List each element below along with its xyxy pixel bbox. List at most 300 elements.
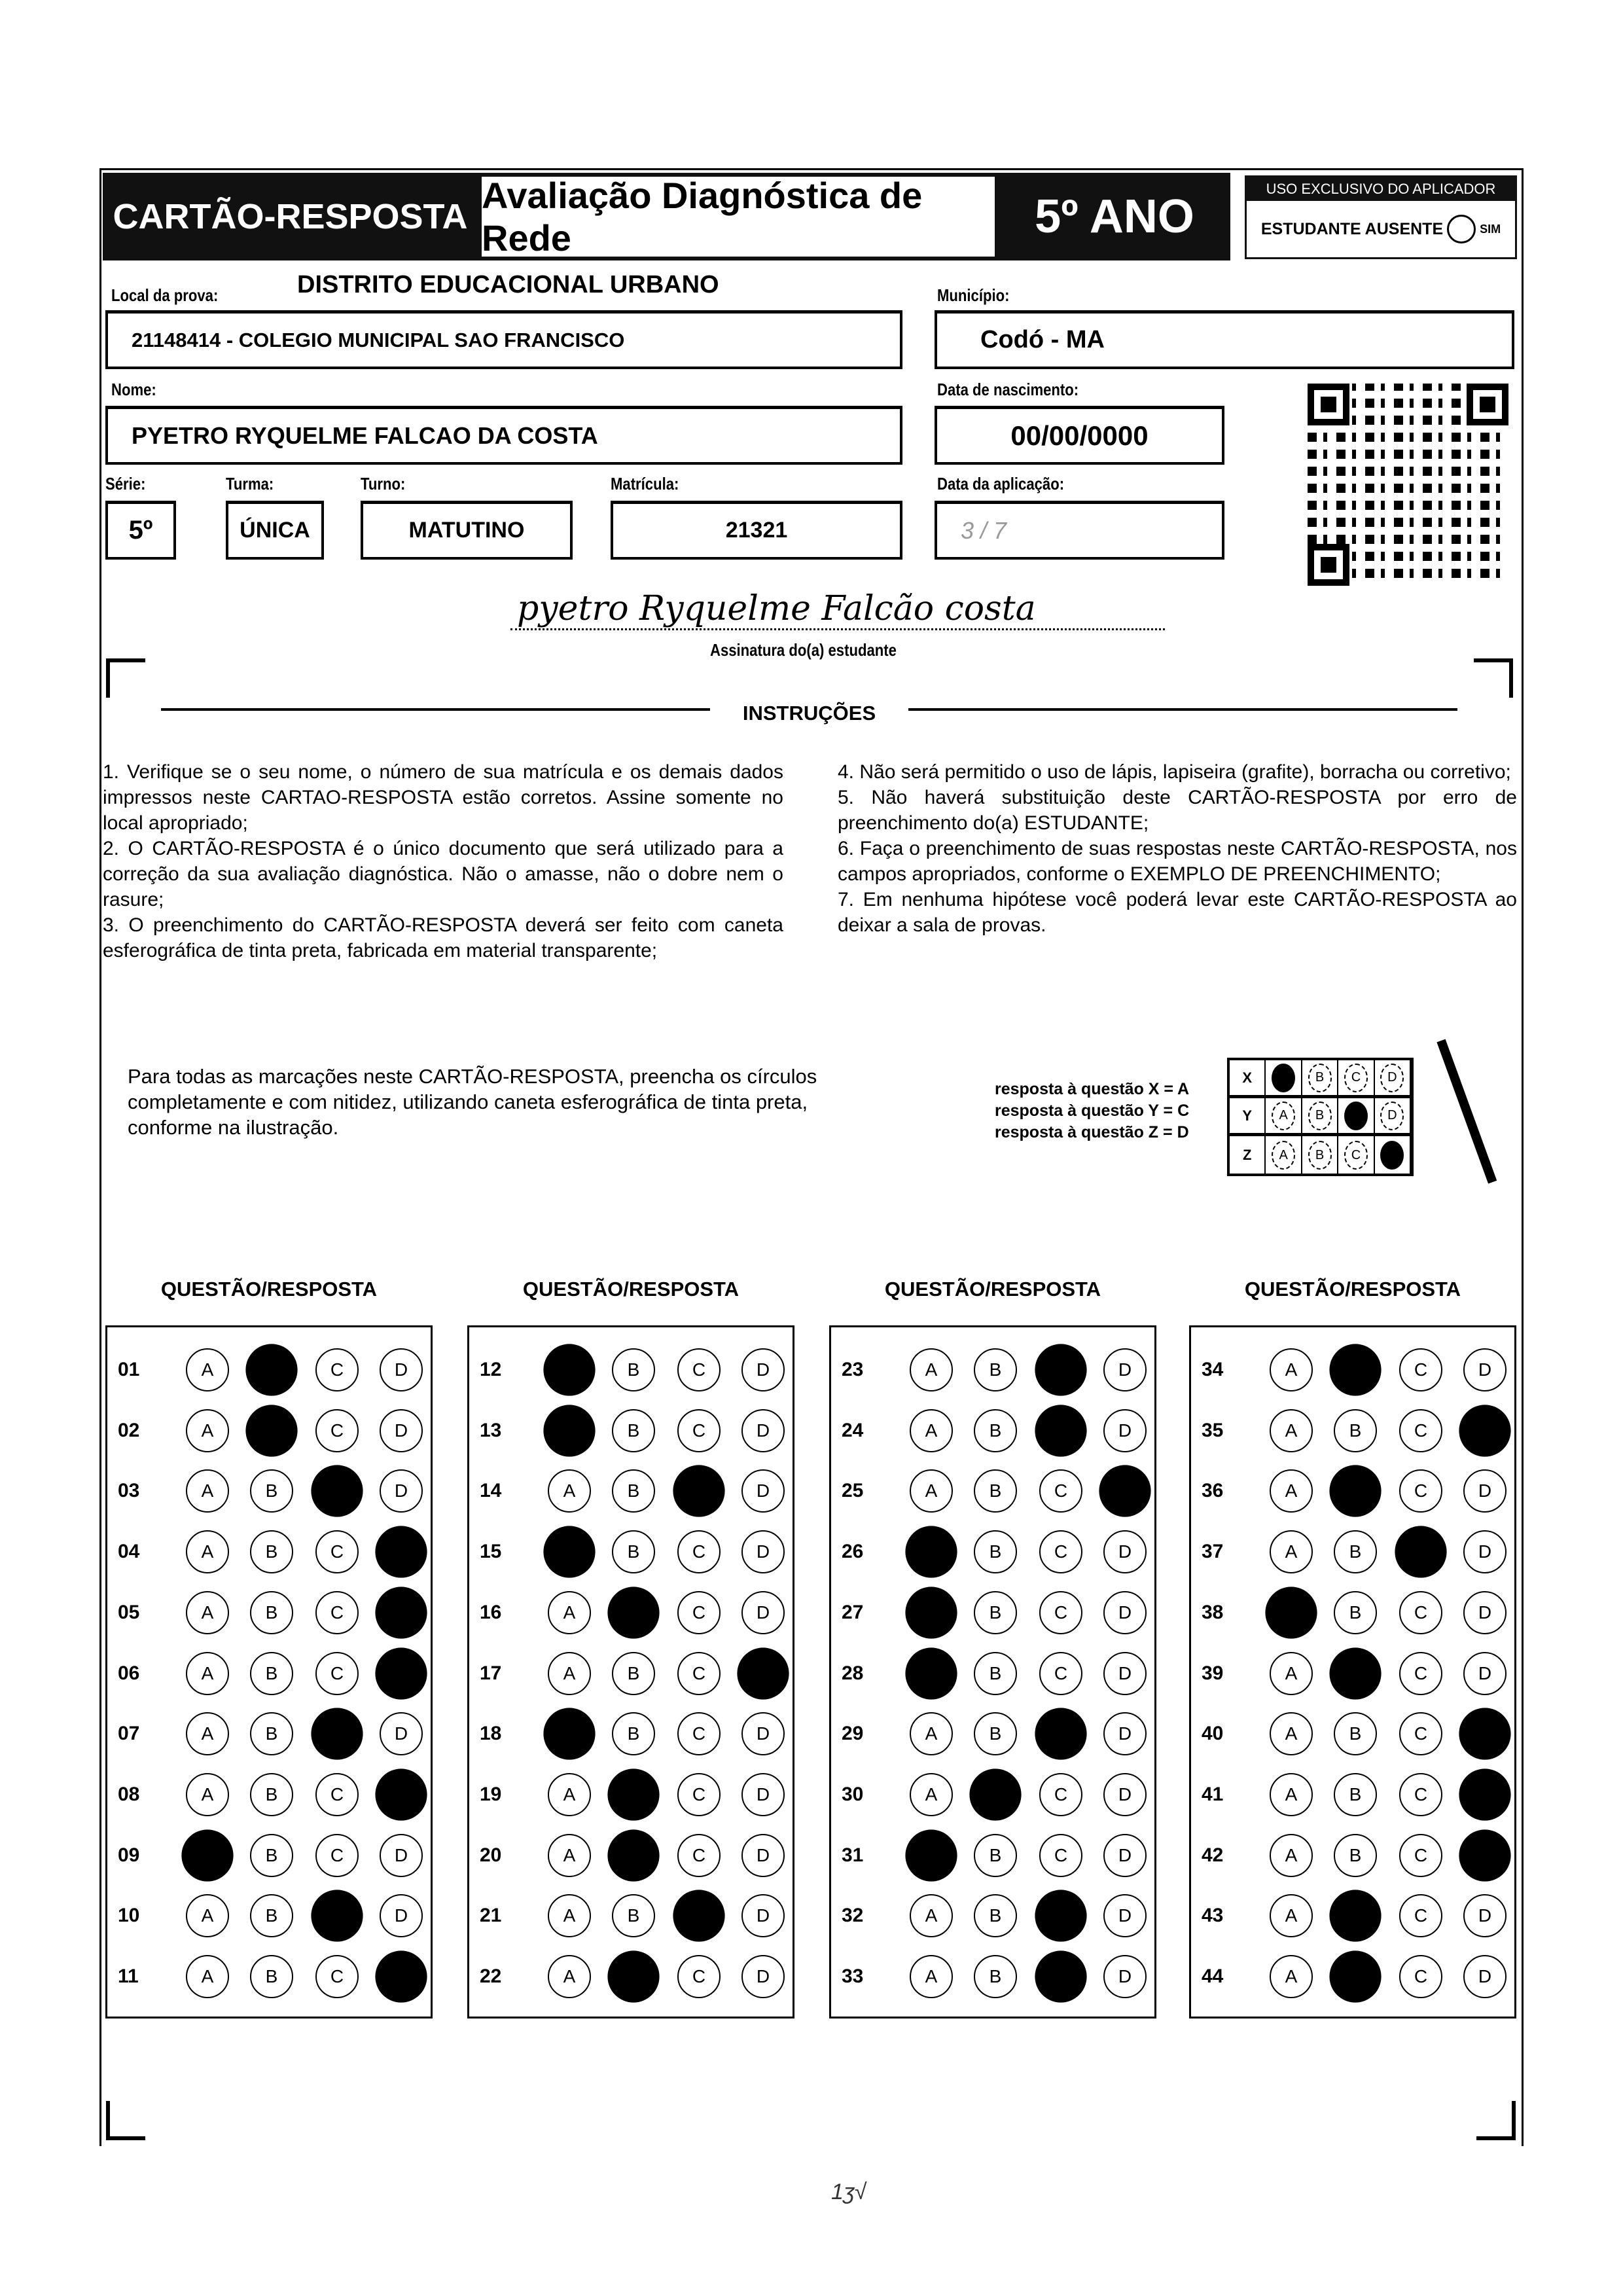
- example-bubble: [1344, 1102, 1368, 1130]
- example-bubble: C: [1344, 1064, 1368, 1092]
- example-question: X: [1230, 1060, 1266, 1095]
- answer-bubble-b[interactable]: B: [245, 1405, 297, 1456]
- matricula-label: Matrícula:: [611, 474, 679, 493]
- answer-bubble-a[interactable]: A: [1270, 1773, 1313, 1816]
- answer-column: [467, 1325, 794, 2018]
- example-bubble: B: [1308, 1064, 1332, 1092]
- answer-bubble-b[interactable]: B: [974, 1894, 1017, 1937]
- answer-bubble-c[interactable]: C: [1039, 1469, 1082, 1513]
- example-bubble: A: [1272, 1141, 1295, 1170]
- answer-row: [1191, 1644, 1514, 1704]
- answer-bubble-c[interactable]: C: [677, 1591, 721, 1634]
- answer-bubble-b[interactable]: B: [1329, 1890, 1381, 1942]
- serie-field: 5º: [105, 501, 176, 560]
- turma-label: Turma:: [226, 474, 274, 493]
- example-cell: [1338, 1136, 1374, 1174]
- answer-bubble-a[interactable]: A: [1270, 1712, 1313, 1755]
- answer-bubble-b[interactable]: B: [612, 1894, 655, 1937]
- answer-bubble-d[interactable]: D: [1103, 1348, 1147, 1391]
- answer-bubble-b[interactable]: B: [974, 1955, 1017, 1998]
- district: DISTRITO EDUCACIONAL URBANO: [297, 271, 719, 298]
- answer-bubble-b[interactable]: B: [250, 1894, 293, 1937]
- question-number: 04: [118, 1541, 140, 1563]
- absent-label: ESTUDANTE AUSENTE: [1260, 219, 1444, 238]
- answer-row: [1191, 1522, 1514, 1583]
- answer-bubble-d[interactable]: D: [1103, 1652, 1147, 1695]
- answer-bubble-c[interactable]: C: [673, 1465, 724, 1517]
- example-cell: [1266, 1060, 1302, 1095]
- answer-bubble-a[interactable]: A: [905, 1829, 957, 1881]
- answer-bubble-b[interactable]: B: [974, 1834, 1017, 1877]
- answer-bubble-b[interactable]: B: [974, 1712, 1017, 1755]
- nasc-field: 00/00/0000: [935, 406, 1224, 465]
- answer-row: [107, 1644, 431, 1704]
- answer-row: [469, 1462, 793, 1522]
- example-row: [1230, 1098, 1411, 1136]
- answer-bubble-b[interactable]: B: [250, 1712, 293, 1755]
- answer-bubble-c[interactable]: C: [1399, 1591, 1442, 1634]
- example-cell: [1375, 1136, 1411, 1174]
- answer-bubble-c[interactable]: C: [1399, 1894, 1442, 1937]
- answer-bubble-b[interactable]: B: [250, 1591, 293, 1634]
- instructions-right: [838, 759, 1517, 938]
- question-number: 03: [118, 1480, 140, 1502]
- answer-row: [831, 1826, 1154, 1886]
- question-number: 17: [480, 1662, 502, 1684]
- answer-bubble-b[interactable]: B: [974, 1469, 1017, 1513]
- answer-bubble-a[interactable]: A: [186, 1348, 229, 1391]
- answer-bubble-a[interactable]: A: [905, 1526, 957, 1577]
- answer-bubble-c[interactable]: C: [677, 1834, 721, 1877]
- answer-bubble-b[interactable]: B: [250, 1773, 293, 1816]
- answer-bubble-d[interactable]: D: [380, 1348, 423, 1391]
- answer-bubble-b[interactable]: B: [250, 1834, 293, 1877]
- answer-row: [1191, 1765, 1514, 1825]
- corner-mark: [106, 2101, 145, 2140]
- answer-bubble-d[interactable]: D: [1103, 1894, 1147, 1937]
- answer-bubble-d[interactable]: D: [1103, 1409, 1147, 1452]
- answer-bubble-a[interactable]: A: [910, 1955, 953, 1998]
- answer-bubble-b[interactable]: B: [245, 1344, 297, 1395]
- answer-bubble-b[interactable]: B: [250, 1530, 293, 1573]
- answer-bubble-c[interactable]: C: [315, 1773, 359, 1816]
- answer-bubble-b[interactable]: B: [974, 1530, 1017, 1573]
- answer-bubble-d[interactable]: D: [741, 1530, 785, 1573]
- answer-row: [107, 1947, 431, 2007]
- answer-bubble-a[interactable]: A: [186, 1894, 229, 1937]
- answer-row: [1191, 1583, 1514, 1643]
- answer-bubble-d[interactable]: D: [375, 1647, 427, 1699]
- answer-row: [831, 1401, 1154, 1462]
- instructions-title: INSTRUÇÕES: [742, 702, 876, 725]
- answer-row: [831, 1886, 1154, 1946]
- answer-bubble-c[interactable]: C: [315, 1348, 359, 1391]
- question-number: 14: [480, 1480, 502, 1502]
- answer-bubble-d[interactable]: D: [1463, 1652, 1507, 1695]
- answer-bubble-c[interactable]: C: [315, 1834, 359, 1877]
- answer-bubble-a[interactable]: A: [1270, 1955, 1313, 1998]
- answer-bubble-c[interactable]: C: [677, 1530, 721, 1573]
- answer-bubble-b[interactable]: B: [612, 1530, 655, 1573]
- question-number: 11: [118, 1965, 139, 1987]
- student-signature: pyetro Ryquelme Falcão costa: [510, 589, 1165, 630]
- question-number: 34: [1202, 1359, 1224, 1380]
- example-grid: [1227, 1058, 1414, 1176]
- question-number: 02: [118, 1419, 140, 1441]
- answer-bubble-d[interactable]: D: [741, 1409, 785, 1452]
- example-cell: [1375, 1060, 1411, 1095]
- question-number: 40: [1202, 1723, 1224, 1745]
- answer-bubble-a[interactable]: A: [1265, 1587, 1317, 1638]
- example-bubble: B: [1308, 1141, 1332, 1170]
- municipio-field: Codó - MA: [935, 310, 1514, 369]
- answer-bubble-a[interactable]: A: [543, 1526, 595, 1577]
- nome-label: Nome:: [111, 380, 156, 399]
- answer-bubble-a[interactable]: A: [1270, 1894, 1313, 1937]
- answer-row: [107, 1886, 431, 1946]
- answer-bubble-c[interactable]: C: [315, 1591, 359, 1634]
- answer-bubble-c[interactable]: C: [315, 1530, 359, 1573]
- answer-bubble-c[interactable]: C: [1399, 1348, 1442, 1391]
- answer-bubble-d[interactable]: D: [375, 1587, 427, 1638]
- answer-bubble-c[interactable]: C: [677, 1712, 721, 1755]
- answer-bubble-c[interactable]: C: [1035, 1950, 1086, 2002]
- answer-bubble-d[interactable]: D: [375, 1526, 427, 1577]
- answer-bubble-a[interactable]: A: [1270, 1409, 1313, 1452]
- exam-title: Avaliação Diagnóstica de Rede: [478, 173, 999, 260]
- answer-bubble-a[interactable]: A: [905, 1647, 957, 1699]
- question-number: 13: [480, 1419, 502, 1441]
- answer-bubble-b[interactable]: B: [607, 1768, 659, 1820]
- answer-bubble-d[interactable]: D: [1463, 1530, 1507, 1573]
- answer-bubble-c[interactable]: C: [677, 1773, 721, 1816]
- example-question: Y: [1230, 1098, 1266, 1133]
- answer-bubble-a[interactable]: A: [186, 1409, 229, 1452]
- example-bubble: D: [1380, 1102, 1404, 1130]
- answer-bubble-d[interactable]: D: [1103, 1712, 1147, 1755]
- answer-bubble-c[interactable]: C: [1035, 1405, 1086, 1456]
- answer-bubble-d[interactable]: D: [375, 1768, 427, 1820]
- answer-bubble-b[interactable]: B: [250, 1955, 293, 1998]
- answer-bubble-d[interactable]: D: [741, 1348, 785, 1391]
- answer-bubble-a[interactable]: A: [548, 1834, 591, 1877]
- answer-column: [1189, 1325, 1516, 2018]
- answer-row: [831, 1522, 1154, 1583]
- answer-bubble-b[interactable]: B: [1334, 1591, 1377, 1634]
- answer-bubble-d[interactable]: D: [380, 1469, 423, 1513]
- answer-bubble-b[interactable]: B: [1334, 1409, 1377, 1452]
- answer-bubble-d[interactable]: D: [1463, 1955, 1507, 1998]
- card-label: CARTÃO-RESPOSTA: [103, 173, 478, 260]
- answer-row: [469, 1886, 793, 1946]
- answer-column: [829, 1325, 1156, 2018]
- question-number: 06: [118, 1662, 140, 1684]
- answer-bubble-d[interactable]: D: [741, 1469, 785, 1513]
- answer-bubble-c[interactable]: C: [1399, 1955, 1442, 1998]
- question-number: 16: [480, 1601, 502, 1623]
- absent-bubble[interactable]: [1447, 215, 1476, 243]
- answer-bubble-b[interactable]: B: [612, 1712, 655, 1755]
- aplic-label: Data da aplicação:: [937, 474, 1065, 493]
- answer-bubble-d[interactable]: D: [1463, 1591, 1507, 1634]
- answer-bubble-c[interactable]: C: [311, 1890, 363, 1942]
- instruction: 3. O preenchimento do CARTÃO-RESPOSTA deverá ser feito com caneta esferográfica de tinta preta, fabricada em material transparente;: [103, 914, 783, 961]
- applicator-box: [1245, 175, 1517, 259]
- answer-bubble-b[interactable]: B: [974, 1652, 1017, 1695]
- answer-bubble-c[interactable]: C: [1399, 1652, 1442, 1695]
- answer-row: [107, 1462, 431, 1522]
- answer-row: [831, 1765, 1154, 1825]
- question-number: 07: [118, 1723, 140, 1745]
- instruction: 5. Não haverá substituição deste CARTÃO-RESPOSTA por erro de preenchimento do(a) ESTUDANTE;: [838, 787, 1517, 834]
- answer-bubble-d[interactable]: D: [1463, 1469, 1507, 1513]
- example-cell: [1266, 1098, 1302, 1133]
- answer-bubble-a[interactable]: A: [186, 1773, 229, 1816]
- absent-option: SIM: [1480, 222, 1501, 236]
- answer-bubble-d[interactable]: D: [380, 1894, 423, 1937]
- turma-field: ÚNICA: [226, 501, 324, 560]
- answer-row: [469, 1401, 793, 1462]
- answer-bubble-a[interactable]: A: [548, 1773, 591, 1816]
- example-question: Z: [1230, 1136, 1266, 1174]
- answer-bubble-b[interactable]: B: [607, 1829, 659, 1881]
- answer-bubble-a[interactable]: A: [543, 1405, 595, 1456]
- answer-row: [469, 1826, 793, 1886]
- corner-mark: [1474, 658, 1513, 698]
- answer-bubble-c[interactable]: C: [677, 1348, 721, 1391]
- divider: [908, 708, 1457, 711]
- example-cell: [1338, 1098, 1374, 1133]
- matricula-field: 21321: [611, 501, 902, 560]
- question-number: 44: [1202, 1965, 1224, 1987]
- answer-bubble-b[interactable]: B: [1329, 1344, 1381, 1395]
- answer-bubble-d[interactable]: D: [1103, 1773, 1147, 1816]
- qr-code: [1308, 384, 1508, 586]
- question-number: 18: [480, 1723, 502, 1745]
- answer-bubble-a[interactable]: A: [1270, 1348, 1313, 1391]
- answer-bubble-c[interactable]: C: [1399, 1712, 1442, 1755]
- answer-bubble-c[interactable]: C: [1399, 1773, 1442, 1816]
- answer-row: [107, 1522, 431, 1583]
- question-number: 23: [842, 1359, 864, 1380]
- answer-bubble-b[interactable]: B: [969, 1768, 1021, 1820]
- answer-bubble-a[interactable]: A: [186, 1652, 229, 1695]
- answer-row: [469, 1947, 793, 2007]
- answer-bubble-d[interactable]: D: [1459, 1768, 1510, 1820]
- answer-bubble-d[interactable]: D: [1103, 1591, 1147, 1634]
- answer-bubble-b[interactable]: B: [250, 1469, 293, 1513]
- answer-bubble-a[interactable]: A: [1270, 1652, 1313, 1695]
- answer-bubble-a[interactable]: A: [1270, 1834, 1313, 1877]
- answer-bubble-c[interactable]: C: [677, 1409, 721, 1452]
- question-number: 01: [118, 1359, 140, 1380]
- answer-bubble-a[interactable]: A: [543, 1708, 595, 1760]
- answer-bubble-b[interactable]: B: [607, 1587, 659, 1638]
- answer-bubble-c[interactable]: C: [1399, 1409, 1442, 1452]
- example-line: resposta à questão Y = C: [995, 1102, 1190, 1120]
- answer-bubble-a[interactable]: A: [1270, 1469, 1313, 1513]
- answer-row: [831, 1462, 1154, 1522]
- answer-bubble-a[interactable]: A: [910, 1409, 953, 1452]
- answer-row: [469, 1644, 793, 1704]
- answer-bubble-a[interactable]: A: [548, 1591, 591, 1634]
- answer-row: [469, 1340, 793, 1401]
- answer-bubble-b[interactable]: B: [974, 1591, 1017, 1634]
- question-number: 05: [118, 1601, 140, 1623]
- answer-bubble-c[interactable]: C: [315, 1652, 359, 1695]
- answer-bubble-a[interactable]: A: [910, 1348, 953, 1391]
- answer-bubble-b[interactable]: B: [250, 1652, 293, 1695]
- answer-row: [831, 1340, 1154, 1401]
- instructions-left: [103, 759, 783, 963]
- divider: [161, 708, 710, 711]
- answer-bubble-d[interactable]: D: [1103, 1955, 1147, 1998]
- example-row: [1230, 1060, 1411, 1098]
- answer-row: [831, 1583, 1154, 1643]
- example-bubble: C: [1344, 1141, 1368, 1170]
- answer-bubble-c[interactable]: C: [315, 1955, 359, 1998]
- answer-bubble-b[interactable]: B: [1334, 1530, 1377, 1573]
- answer-bubble-a[interactable]: A: [910, 1469, 953, 1513]
- answer-bubble-d[interactable]: D: [1103, 1530, 1147, 1573]
- answer-bubble-c[interactable]: C: [1035, 1344, 1086, 1395]
- answer-bubble-a[interactable]: A: [543, 1344, 595, 1395]
- answer-bubble-b[interactable]: B: [974, 1348, 1017, 1391]
- answer-bubble-c[interactable]: C: [1039, 1530, 1082, 1573]
- answer-bubble-c[interactable]: C: [1039, 1773, 1082, 1816]
- example-text: Para todas as marcações neste CARTÃO-RESPOSTA, preencha os círculos completamente e com nitidez, utilizando caneta esferográfica de tinta preta, conforme na ilustração.: [128, 1065, 817, 1139]
- answer-bubble-a[interactable]: A: [548, 1652, 591, 1695]
- answer-bubble-d[interactable]: D: [1459, 1708, 1510, 1760]
- answer-bubble-c[interactable]: C: [1039, 1591, 1082, 1634]
- answer-bubble-c[interactable]: C: [1035, 1708, 1086, 1760]
- answer-bubble-c[interactable]: C: [1399, 1469, 1442, 1513]
- answer-bubble-c[interactable]: C: [315, 1409, 359, 1452]
- answer-bubble-c[interactable]: C: [1399, 1834, 1442, 1877]
- answer-bubble-b[interactable]: B: [612, 1652, 655, 1695]
- question-number: 20: [480, 1844, 502, 1866]
- question-number: 24: [842, 1419, 864, 1441]
- answer-bubble-a[interactable]: A: [1270, 1530, 1313, 1573]
- answer-bubble-a[interactable]: A: [910, 1712, 953, 1755]
- answer-row: [1191, 1401, 1514, 1462]
- answer-bubble-d[interactable]: D: [380, 1834, 423, 1877]
- answer-bubble-b[interactable]: B: [1329, 1950, 1381, 2002]
- answer-row: [1191, 1886, 1514, 1946]
- answer-bubble-c[interactable]: C: [1395, 1526, 1446, 1577]
- answer-bubble-d[interactable]: D: [741, 1591, 785, 1634]
- answer-bubble-d[interactable]: D: [741, 1834, 785, 1877]
- answer-bubble-c[interactable]: C: [677, 1955, 721, 1998]
- question-number: 10: [118, 1905, 140, 1927]
- answer-bubble-b[interactable]: B: [1334, 1712, 1377, 1755]
- answer-bubble-b[interactable]: B: [1329, 1647, 1381, 1699]
- question-number: 36: [1202, 1480, 1224, 1502]
- answer-bubble-c[interactable]: C: [1035, 1890, 1086, 1942]
- answer-row: [1191, 1826, 1514, 1886]
- answer-bubble-a[interactable]: A: [548, 1955, 591, 1998]
- answer-row: [107, 1583, 431, 1643]
- example-bubble: A: [1272, 1102, 1295, 1130]
- answer-bubble-a[interactable]: A: [186, 1712, 229, 1755]
- answer-bubble-a[interactable]: A: [548, 1894, 591, 1937]
- example-cell: [1338, 1060, 1374, 1095]
- answer-row: [107, 1826, 431, 1886]
- answer-bubble-a[interactable]: A: [186, 1591, 229, 1634]
- answer-bubble-b[interactable]: B: [1334, 1834, 1377, 1877]
- question-number: 38: [1202, 1601, 1224, 1623]
- answer-bubble-a[interactable]: A: [910, 1773, 953, 1816]
- question-number: 43: [1202, 1905, 1224, 1927]
- answer-bubble-b[interactable]: B: [974, 1409, 1017, 1452]
- answer-bubble-b[interactable]: B: [612, 1469, 655, 1513]
- question-number: 41: [1202, 1783, 1224, 1805]
- answer-bubble-d[interactable]: D: [380, 1712, 423, 1755]
- answer-bubble-a[interactable]: A: [186, 1469, 229, 1513]
- answer-bubble-a[interactable]: A: [548, 1469, 591, 1513]
- instruction: 1. Verifique se o seu nome, o número de sua matrícula e os demais dados impressos neste CARTAO-RESPOSTA estão corretos. Assine somente no local apropriado;: [103, 761, 783, 834]
- aplic-field: 3 / 7: [935, 501, 1224, 560]
- answer-bubble-d[interactable]: D: [1099, 1465, 1150, 1517]
- answer-bubble-d[interactable]: D: [1459, 1405, 1510, 1456]
- answer-bubble-d[interactable]: D: [1463, 1348, 1507, 1391]
- answer-bubble-c[interactable]: C: [677, 1652, 721, 1695]
- answer-bubble-b[interactable]: B: [607, 1950, 659, 2002]
- answer-bubble-b[interactable]: B: [612, 1409, 655, 1452]
- answer-bubble-d[interactable]: D: [380, 1409, 423, 1452]
- answer-bubble-b[interactable]: B: [612, 1348, 655, 1391]
- answer-bubble-c[interactable]: C: [673, 1890, 724, 1942]
- answer-bubble-b[interactable]: B: [1329, 1465, 1381, 1517]
- answer-bubble-d[interactable]: D: [1103, 1834, 1147, 1877]
- answer-row: [1191, 1340, 1514, 1401]
- answer-row: [1191, 1704, 1514, 1765]
- question-number: 15: [480, 1541, 502, 1563]
- answer-bubble-c[interactable]: C: [1039, 1652, 1082, 1695]
- answer-bubble-d[interactable]: D: [1463, 1894, 1507, 1937]
- answer-bubble-a[interactable]: A: [910, 1894, 953, 1937]
- question-number: 27: [842, 1601, 864, 1623]
- answer-bubble-c[interactable]: C: [311, 1465, 363, 1517]
- answer-bubble-d[interactable]: D: [1459, 1829, 1510, 1881]
- answer-bubble-d[interactable]: D: [741, 1773, 785, 1816]
- answer-bubble-d[interactable]: D: [741, 1712, 785, 1755]
- question-number: 31: [842, 1844, 864, 1866]
- answer-bubble-a[interactable]: A: [186, 1955, 229, 1998]
- question-number: 09: [118, 1844, 140, 1866]
- question-number: 12: [480, 1359, 502, 1380]
- question-number: 26: [842, 1541, 864, 1563]
- answer-bubble-c[interactable]: C: [1039, 1834, 1082, 1877]
- example-bubble: [1272, 1064, 1295, 1092]
- municipio-label: Município:: [937, 285, 1010, 305]
- answer-bubble-d[interactable]: D: [741, 1955, 785, 1998]
- answer-bubble-d[interactable]: D: [375, 1950, 427, 2002]
- answer-row: [831, 1704, 1154, 1765]
- answer-bubble-c[interactable]: C: [311, 1708, 363, 1760]
- answer-bubble-d[interactable]: D: [741, 1894, 785, 1937]
- instruction: 4. Não será permitido o uso de lápis, lapiseira (grafite), borracha ou corretivo;: [838, 761, 1511, 783]
- example-cell: [1266, 1136, 1302, 1174]
- question-number: 19: [480, 1783, 502, 1805]
- school-field: 21148414 - COLEGIO MUNICIPAL SAO FRANCISCO: [105, 310, 902, 369]
- answer-bubble-b[interactable]: B: [1334, 1773, 1377, 1816]
- answer-row: [1191, 1947, 1514, 2007]
- answer-bubble-a[interactable]: A: [186, 1530, 229, 1573]
- answer-bubble-a[interactable]: A: [905, 1587, 957, 1638]
- answer-bubble-a[interactable]: A: [181, 1829, 233, 1881]
- answer-bubble-d[interactable]: D: [737, 1647, 789, 1699]
